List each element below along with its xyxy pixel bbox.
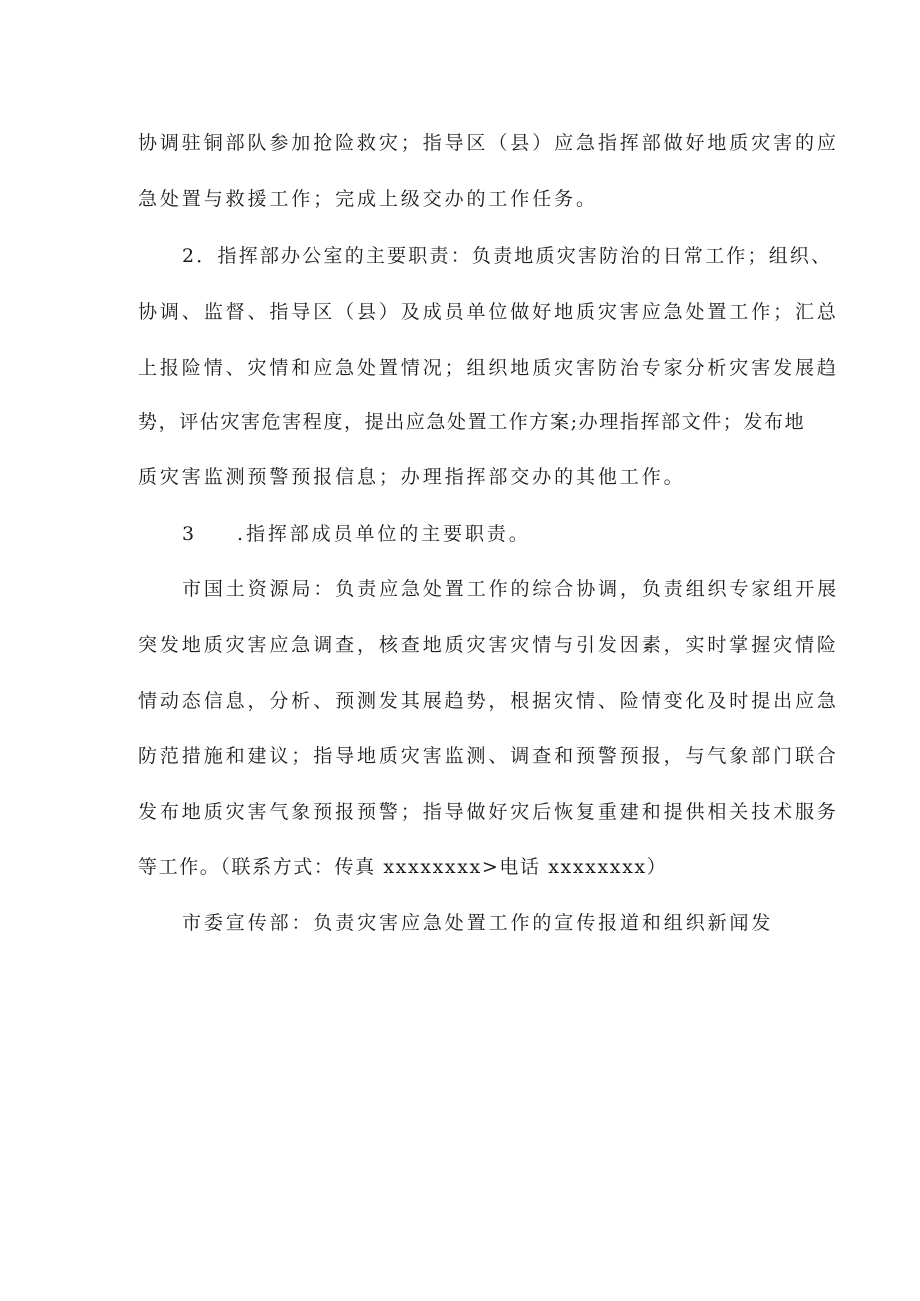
contact-line: 等工作。（联系方式：传真 xxxxxxxx>电话 xxxxxxxx） <box>138 856 668 878</box>
paragraph-line: 突发地质灾害应急调查，核查地质灾害灾情与引发因素，实时掌握灾情险 <box>138 634 839 656</box>
paragraph-line: 发布地质灾害气象预报预警；指导做好灾后恢复重建和提供相关技术服务 <box>138 801 839 823</box>
paragraph-line: 上报险情、灾情和应急处置情况；组织地质灾害防治专家分析灾害发展趋 <box>138 357 839 379</box>
paragraph-line: 质灾害监测预警预报信息；办理指挥部交办的其他工作。 <box>138 466 686 488</box>
paragraph-line: 2．指挥部办公室的主要职责：负责地质灾害防治的日常工作；组织、 <box>182 245 833 267</box>
item-text: .指挥部成员单位的主要职责。 <box>237 523 531 545</box>
paragraph-line: 势，评估灾害危害程度，提出应急处置工作方案;办理指挥部文件；发布地 <box>138 411 806 433</box>
numbered-item <box>182 522 531 546</box>
paragraph-line: 市委宣传部：负责灾害应急处置工作的宣传报道和组织新闻发 <box>182 912 774 934</box>
paragraph-line: 协调、监督、指导区（县）及成员单位做好地质灾害应急处置工作；汇总 <box>138 301 839 323</box>
paragraph-line: 协调驻铜部队参加抢险救灾；指导区（县）应急指挥部做好地质灾害的应 <box>138 132 839 154</box>
paragraph-line: 急处置与救援工作；完成上级交办的工作任务。 <box>138 188 598 210</box>
paragraph-line: 情动态信息，分析、预测发其展趋势，根据灾情、险情变化及时提出应急 <box>138 690 839 712</box>
paragraph-line: 防范措施和建议；指导地质灾害监测、调查和预警预报，与气象部门联合 <box>138 745 839 767</box>
item-number: 3 <box>182 523 197 545</box>
paragraph-line: 市国土资源局：负责应急处置工作的综合协调，负责组织专家组开展 <box>182 578 840 600</box>
